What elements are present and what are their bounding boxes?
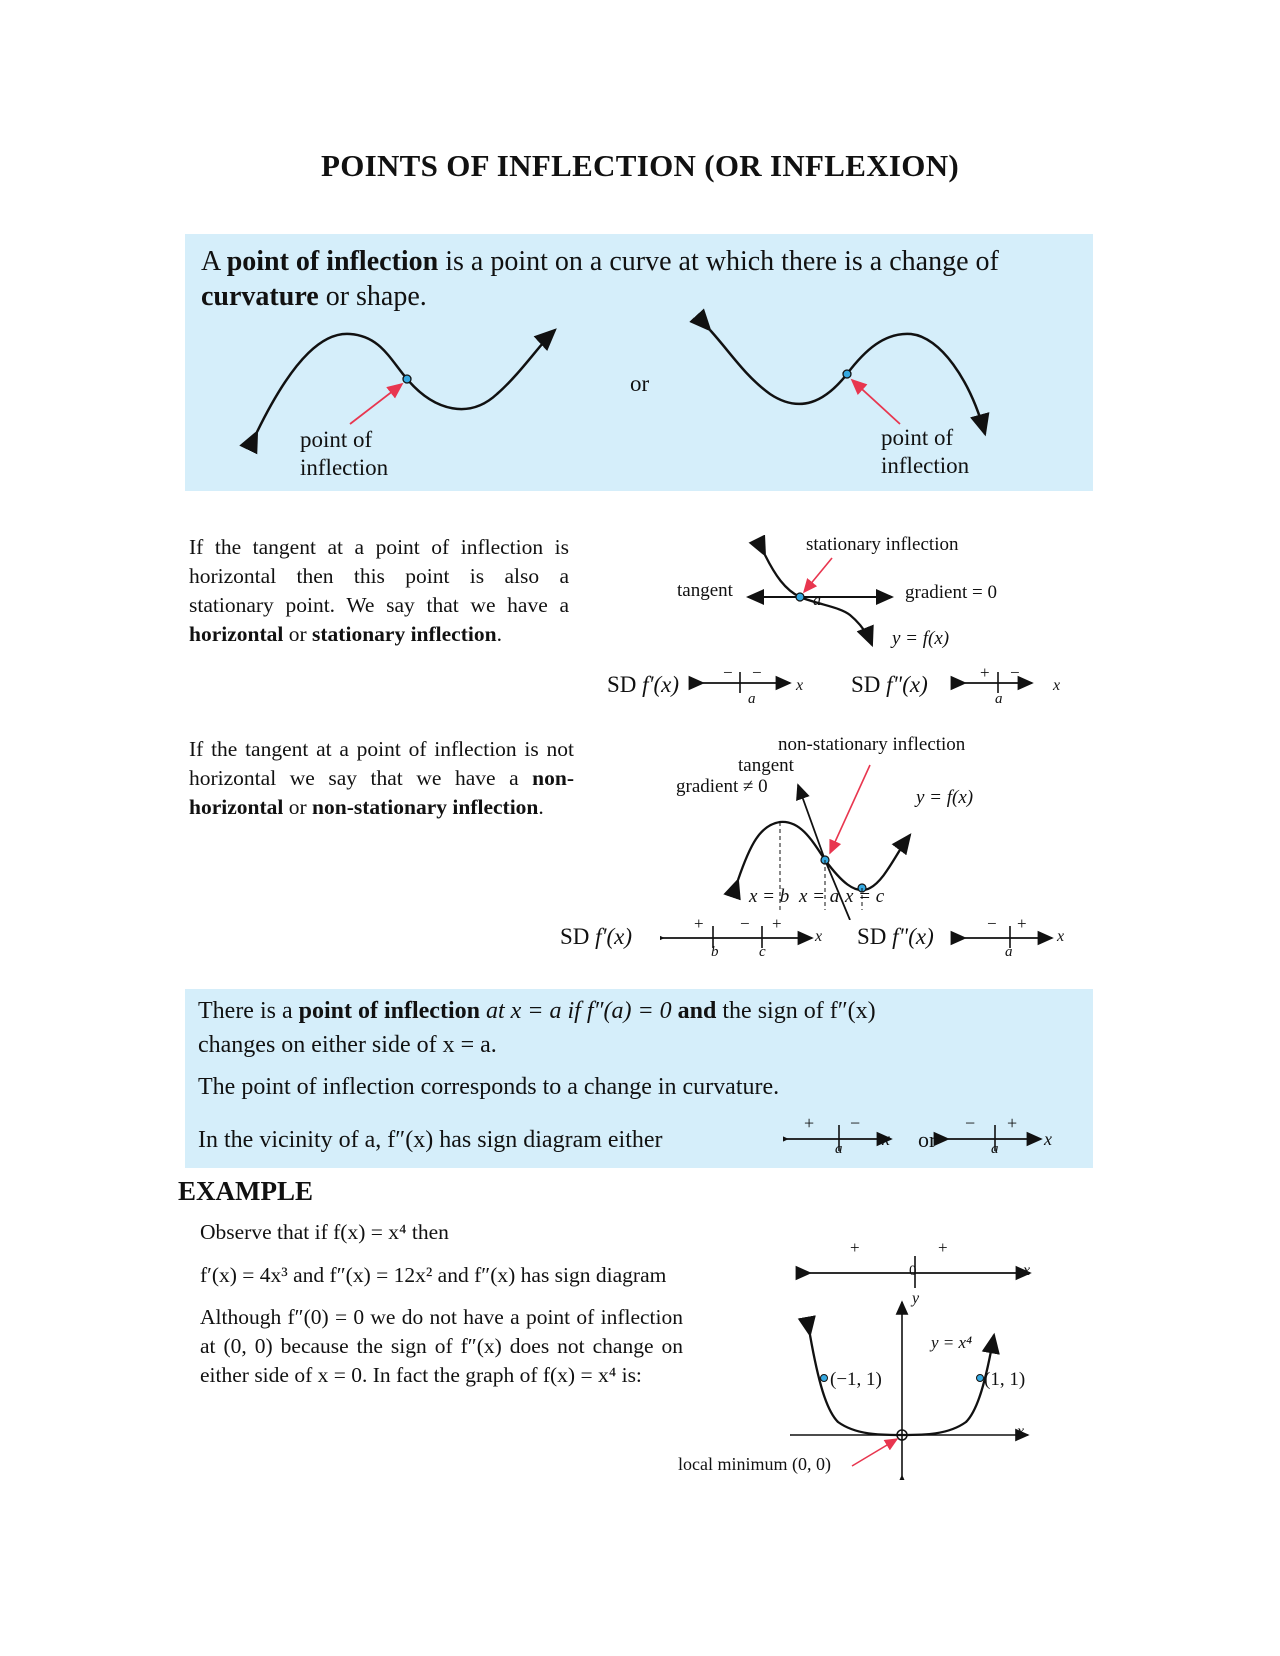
example-paragraph: Although f″(0) = 0 we do not have a point of inflection at (0, 0) because the sign of f″(x) does not change on either side of x = 0. In fact the graph of f(x) = x⁴ is: xyxy=(200,1305,683,1387)
nonstationary-gradient-label: gradient ≠ 0 xyxy=(676,776,768,797)
left-pointer xyxy=(350,384,402,424)
cond-sd-a-axis-var: x xyxy=(882,1129,890,1149)
ns-sd1-label xyxy=(560,924,632,950)
nonstationary-tangent xyxy=(798,785,825,860)
ns-sd1-sign-3: + xyxy=(772,914,782,933)
ns-sd2-sign-1: − xyxy=(987,914,997,933)
nonstationary-bold2: non-stationary inflection xyxy=(312,795,539,819)
cond-sd-a-sign-2: − xyxy=(850,1113,861,1133)
ns-sd2-point: a xyxy=(1005,944,1013,960)
cond-sd-b-axis-var: x xyxy=(1044,1129,1052,1149)
sd1-sign-right: − xyxy=(752,663,762,682)
right-curve xyxy=(710,330,985,434)
cond-l1-pre: There is a xyxy=(198,998,299,1024)
stationary-paragraph xyxy=(189,533,569,649)
example-heading: EXAMPLE xyxy=(178,1176,313,1206)
nonstationary-title: non-stationary inflection xyxy=(778,734,966,755)
ex-sd-sign-1: + xyxy=(850,1238,860,1257)
cond-l1-mid: at x = a if f″(a) = 0 xyxy=(479,998,678,1024)
ex-min-label: local minimum (0, 0) xyxy=(678,1454,831,1474)
ex-pt-right: (1, 1) xyxy=(984,1369,1026,1390)
sd2-sign-left: + xyxy=(980,663,990,682)
nonstationary-para-mid: or xyxy=(283,795,313,819)
condition-line1 xyxy=(198,996,876,1026)
stationary-para-mid: or xyxy=(283,622,313,646)
stationary-point-label: a xyxy=(813,592,821,609)
ns-sd2-fn: f"(x) xyxy=(892,924,934,949)
left-label-line2: inflection xyxy=(300,455,389,480)
sd1-sign-left: − xyxy=(723,663,733,682)
ex-curve-label: y = x⁴ xyxy=(931,1333,972,1352)
stationary-bold1: horizontal xyxy=(189,622,284,646)
ex-sd-sign-2: + xyxy=(938,1238,948,1257)
ex-pt-left: (−1, 1) xyxy=(830,1369,882,1390)
definition-term: point of inflection xyxy=(226,246,439,277)
ex-x-axis-label: x xyxy=(1017,1423,1025,1440)
ex-point-neg1 xyxy=(821,1375,828,1382)
definition-pre: A xyxy=(201,246,227,277)
stationary-para-post: . xyxy=(496,622,502,646)
ex-sd-point: 0 xyxy=(909,1263,917,1279)
cond-sd-a-point: a xyxy=(835,1141,843,1157)
page-title: POINTS OF INFLECTION (OR INFLEXION) xyxy=(320,148,960,183)
condition-line4: In the vicinity of a, f″(x) has sign diagram either xyxy=(198,1127,663,1153)
nonstationary-para-pre: If the tangent at a point of inflection is not horizontal we say that we have a xyxy=(189,737,574,790)
cond-sd-a-sign-1: + xyxy=(804,1113,815,1133)
ex-y-label: y xyxy=(912,1290,920,1307)
right-label-line2: inflection xyxy=(881,453,970,478)
stationary-gradient-label: gradient = 0 xyxy=(905,582,997,603)
stationary-title: stationary inflection xyxy=(806,534,959,555)
sd2-prefix: SD xyxy=(851,672,881,697)
x-eq-a: x = a xyxy=(799,886,840,907)
condition-line3: The point of inflection corresponds to a change in curvature. xyxy=(198,1074,780,1100)
sd1-point: a xyxy=(748,691,756,707)
x-eq-c: x = c xyxy=(845,886,885,907)
or-label: or xyxy=(630,371,650,396)
nonstationary-curve-label: y = f(x) xyxy=(916,787,974,808)
ns-sd2-sign-2: + xyxy=(1017,914,1027,933)
ns-sd1-sign-2: − xyxy=(740,914,750,933)
cond-sd-b-point: a xyxy=(991,1141,999,1157)
condition-line2: changes on either side of x = a. xyxy=(198,1032,497,1058)
ex-sd-axis-var: x xyxy=(1023,1262,1031,1279)
stationary-bold2: stationary inflection xyxy=(312,622,497,646)
stationary-tangent-label: tangent xyxy=(677,580,733,601)
ns-sd1-point-c: c xyxy=(759,944,766,960)
ex-min-pointer xyxy=(852,1439,897,1466)
nonstationary-pointer xyxy=(830,765,870,853)
stationary-point xyxy=(796,593,804,601)
sd2-axis-var: x xyxy=(1053,677,1061,694)
definition-box xyxy=(185,234,1093,491)
stationary-curve-label: y = f(x) xyxy=(892,628,950,649)
ns-sd1-point-b: b xyxy=(711,944,719,960)
sd2-point: a xyxy=(995,691,1003,707)
condition-box xyxy=(185,989,1093,1168)
ns-sd2-prefix: SD xyxy=(857,924,887,949)
sd2-fn: f"(x) xyxy=(886,672,928,697)
cond-or-label: or xyxy=(918,1127,937,1152)
right-label-line1: point of xyxy=(881,425,954,450)
stationary-para-pre: If the tangent at a point of inflection is horizontal then this point is also a stationary point. We say that we have a xyxy=(189,535,569,617)
nonstationary-tangent-label: tangent xyxy=(738,755,794,776)
right-inflection-point xyxy=(843,370,851,378)
example-line1: Observe that if f(x) = x⁴ then xyxy=(200,1220,449,1244)
stationary-pointer xyxy=(804,558,832,592)
right-pointer xyxy=(852,380,900,424)
definition-term2: curvature xyxy=(201,281,319,312)
definition-mid: is a point on a curve at which there is a change of xyxy=(438,246,999,277)
example-diagram xyxy=(790,1240,1050,1480)
ex-point-pos1 xyxy=(977,1375,984,1382)
cond-l1-bold: point of inflection xyxy=(298,998,480,1024)
cond-l1-post: the sign of f″(x) xyxy=(716,998,876,1024)
ns-sd1-sign-1: + xyxy=(694,914,704,933)
sd1-label xyxy=(607,672,679,698)
sd2-label xyxy=(851,672,928,698)
sd1-fn: f'(x) xyxy=(642,672,679,697)
left-label-line1: point of xyxy=(300,427,373,452)
cond-sd-b-sign-2: + xyxy=(1007,1113,1018,1133)
nonstationary-paragraph xyxy=(189,735,574,822)
nonstationary-para-post: . xyxy=(538,795,544,819)
ns-sd2-label xyxy=(857,924,934,950)
nonstationary-bold1: non-horizontal xyxy=(189,766,574,819)
sd2-sign-right: − xyxy=(1010,663,1020,682)
cond-sd-b-sign-1: − xyxy=(965,1113,976,1133)
sd1-axis-var: x xyxy=(796,677,804,694)
sd1-prefix: SD xyxy=(607,672,637,697)
ns-sd1-fn: f'(x) xyxy=(595,924,632,949)
example-line2: f′(x) = 4x³ and f″(x) = 12x² and f″(x) has sign diagram xyxy=(200,1263,667,1287)
ns-sd1-axis-var: x xyxy=(815,928,823,945)
definition-post: or shape. xyxy=(318,281,427,312)
left-inflection-point xyxy=(403,375,411,383)
x-eq-b: x = b xyxy=(749,886,790,907)
cond-l1-bold2: and xyxy=(677,998,717,1024)
ns-sd2-axis-var: x xyxy=(1057,928,1065,945)
ns-sd1-prefix: SD xyxy=(560,924,590,949)
